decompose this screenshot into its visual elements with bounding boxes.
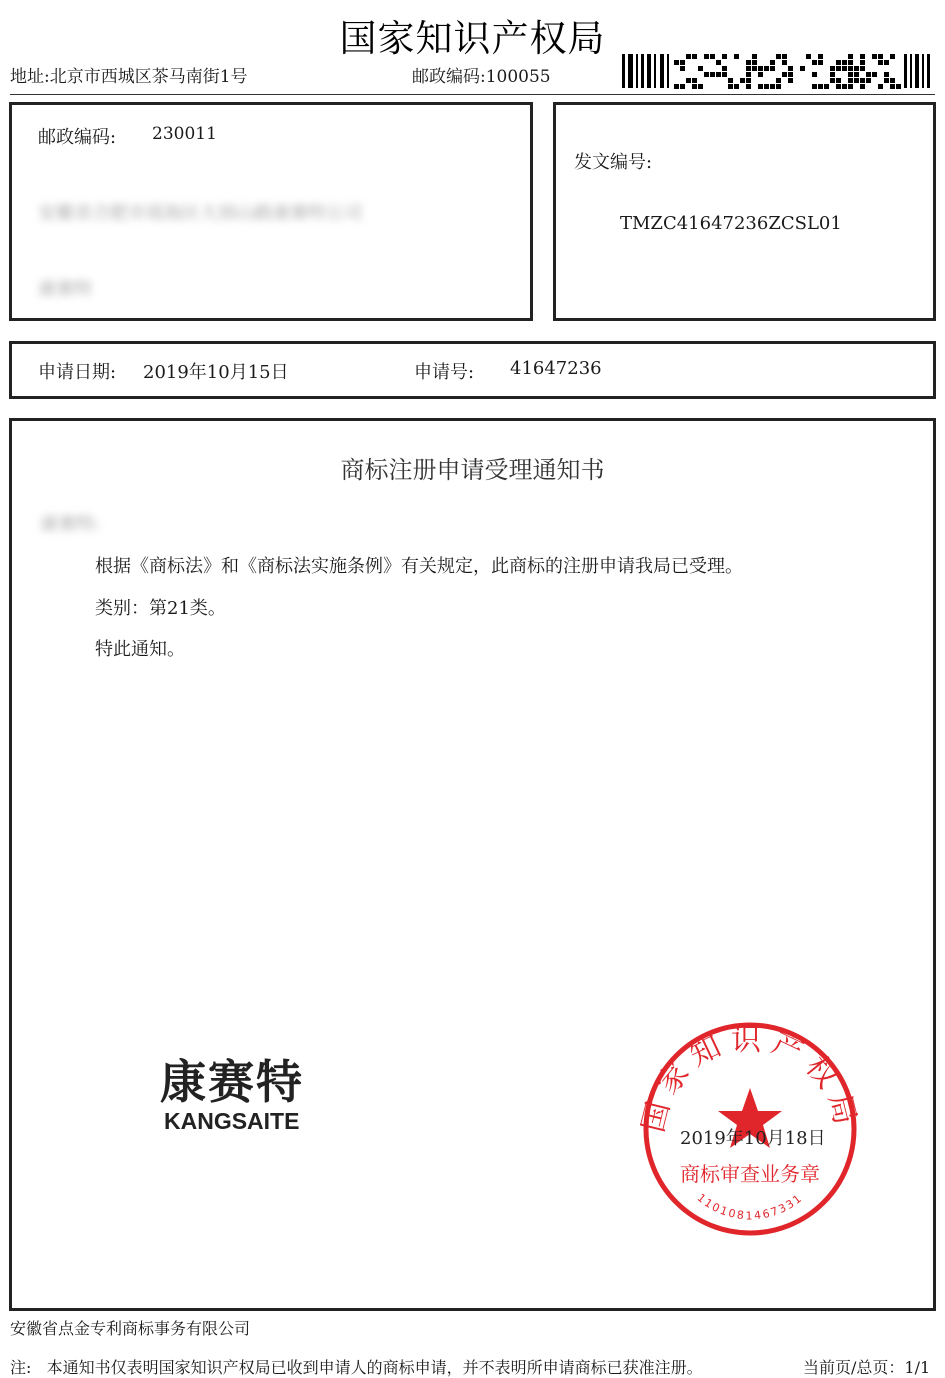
seal-ring-text: 国家知识产权局 (640, 1022, 860, 1136)
footer-note: 注: 本通知书仅表明国家知识产权局已收到申请人的商标申请，并不表明所申请商标已获准注册。 (10, 1358, 703, 1377)
recipient-postcode: 230011 (152, 124, 217, 144)
recipient-postcode-label: 邮政编码: (38, 127, 117, 148)
notice-closing: 特此通知。 (95, 639, 185, 660)
trademark-english: KANGSAITE (164, 1108, 300, 1134)
trademark-chinese: 康赛特 (160, 1055, 304, 1109)
header-rule (10, 94, 935, 95)
application-date: 2019年10月15日 (143, 362, 289, 383)
dispatch-label: 发文编号: (574, 152, 653, 173)
seal-center-text: 商标审查业务章 (680, 1162, 820, 1186)
issue-date: 2019年10月18日 (680, 1128, 826, 1149)
application-number: 41647236 (510, 358, 602, 379)
notice-salutation: 康赛特: (40, 514, 101, 535)
agency-postcode: 邮政编码:100055 (412, 67, 551, 87)
agency-title: 国家知识产权局 (339, 17, 606, 60)
application-date-label: 申请日期: (38, 362, 117, 383)
notice-title: 商标注册申请受理通知书 (340, 456, 605, 484)
recipient-name: 康赛特 (38, 279, 92, 300)
recipient-address: 安徽省合肥市瑶海区大别山路康赛特公司 (38, 203, 362, 224)
seal-serial: 1101081467331 (694, 1191, 806, 1223)
page-indicator: 当前页/总页：1/1 (803, 1358, 931, 1377)
dispatch-box (553, 102, 936, 321)
dispatch-number: TMZC41647236ZCSL01 (620, 213, 842, 234)
agency-address: 地址:北京市西城区茶马南街1号 (10, 67, 248, 87)
notice-body: 根据《商标法》和《商标法实施条例》有关规定，此商标的注册申请我局已受理。 (95, 556, 743, 577)
barcode (622, 52, 932, 90)
notice-category: 类别：第21类。 (95, 598, 226, 619)
svg-text:1101081467331 (695, 1191, 806, 1222)
trademark-logo (160, 1056, 340, 1136)
application-number-label: 申请号: (414, 362, 475, 383)
agent-name: 安徽省点金专利商标事务有限公司 (10, 1319, 251, 1338)
